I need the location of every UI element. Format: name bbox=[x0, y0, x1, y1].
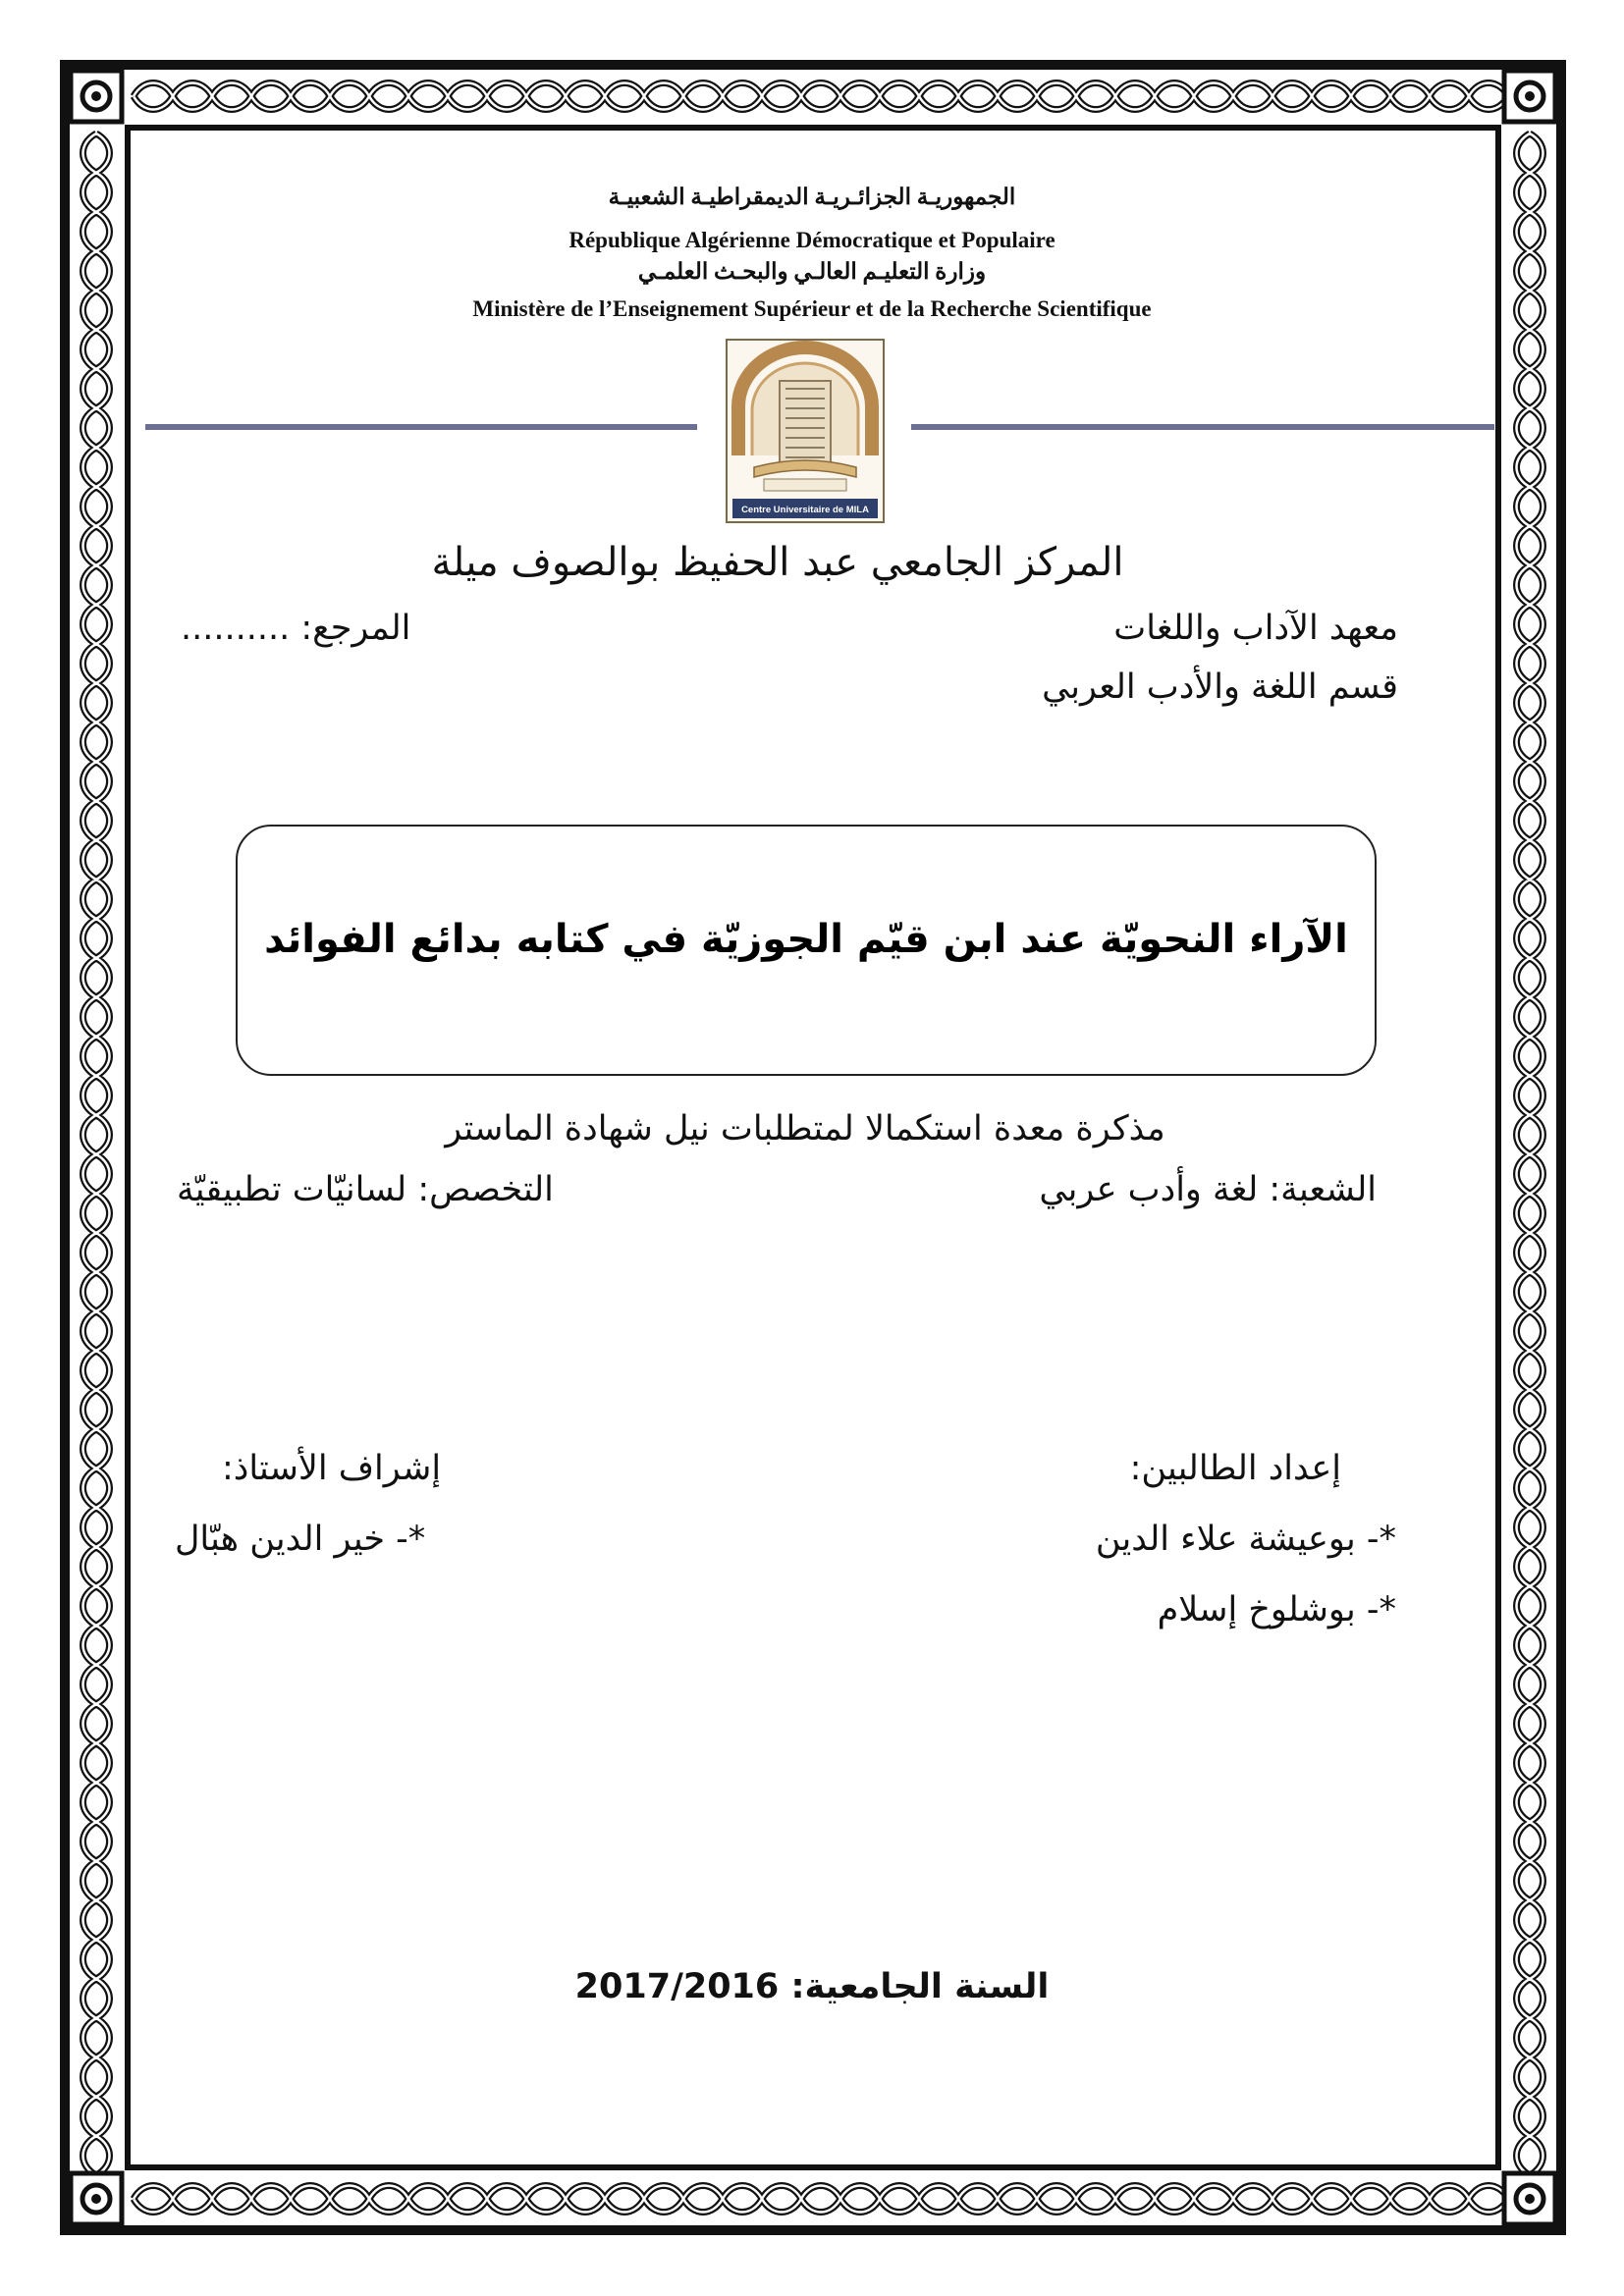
frame-corner-dot-2 bbox=[91, 2194, 101, 2204]
thesis-title: الآراء النحويّة عند ابن قيّم الجوزيّة في كتابه بدائع الفوائد bbox=[264, 917, 1348, 962]
department-name: قسم اللغة والأدب العربي bbox=[1042, 667, 1398, 707]
supervisor-heading: إشراف الأستاذ: bbox=[222, 1449, 442, 1488]
thesis-specialty: التخصص: لسانيّات تطبيقيّة bbox=[177, 1170, 554, 1209]
frame-chain-bottom-highlight bbox=[134, 2186, 1508, 2213]
academic-year: السنة الجامعية: 2017/2016 bbox=[574, 1967, 1050, 2006]
header-rule-right bbox=[911, 424, 1494, 430]
institute-name: معهد الآداب واللغات bbox=[1113, 609, 1398, 648]
frame-corner-dot-3 bbox=[1525, 2194, 1535, 2204]
frame-corner-dot-0 bbox=[91, 91, 101, 101]
thesis-branch: الشعبة: لغة وأدب عربي bbox=[1039, 1170, 1377, 1209]
university-center-name: المركز الجامعي عبد الحفيظ بوالصوف ميلة bbox=[431, 540, 1124, 585]
thesis-subtitle: مذكرة معدة استكمالا لمتطلبات نيل شهادة الماستر bbox=[445, 1109, 1165, 1148]
reference-field: المرجع: .......... bbox=[181, 609, 411, 648]
ministry-arabic: وزارة التعليـم العالـي والبحـث العلمـي bbox=[637, 259, 987, 284]
thesis-title-box bbox=[236, 825, 1377, 1076]
header-rule-left bbox=[145, 424, 697, 430]
republic-french: République Algérienne Démocratique et Populaire bbox=[568, 228, 1056, 252]
supervisor-name: *- خير الدين هبّال bbox=[175, 1520, 426, 1559]
logo-caption: Centre Universitaire de MILA bbox=[741, 505, 869, 515]
student-name-2: *- بوشلوخ إسلام bbox=[1157, 1590, 1396, 1629]
ministry-french: Ministère de l’Enseignement Supérieur et de la Recherche Scientifique bbox=[472, 296, 1152, 321]
frame-chain-top-highlight bbox=[134, 83, 1508, 110]
frame-corner-dot-1 bbox=[1525, 91, 1535, 101]
students-heading: إعداد الطالبين: bbox=[1129, 1449, 1341, 1488]
frame-chain-left-highlight bbox=[83, 133, 110, 2175]
frame-chain-right-highlight bbox=[1517, 133, 1543, 2175]
university-logo bbox=[725, 338, 886, 524]
student-name-1: *- بوعيشة علاء الدين bbox=[1095, 1520, 1396, 1559]
republic-arabic: الجمهوريـة الجزائـريـة الديمقراطيـة الشعبيـة bbox=[608, 185, 1016, 209]
